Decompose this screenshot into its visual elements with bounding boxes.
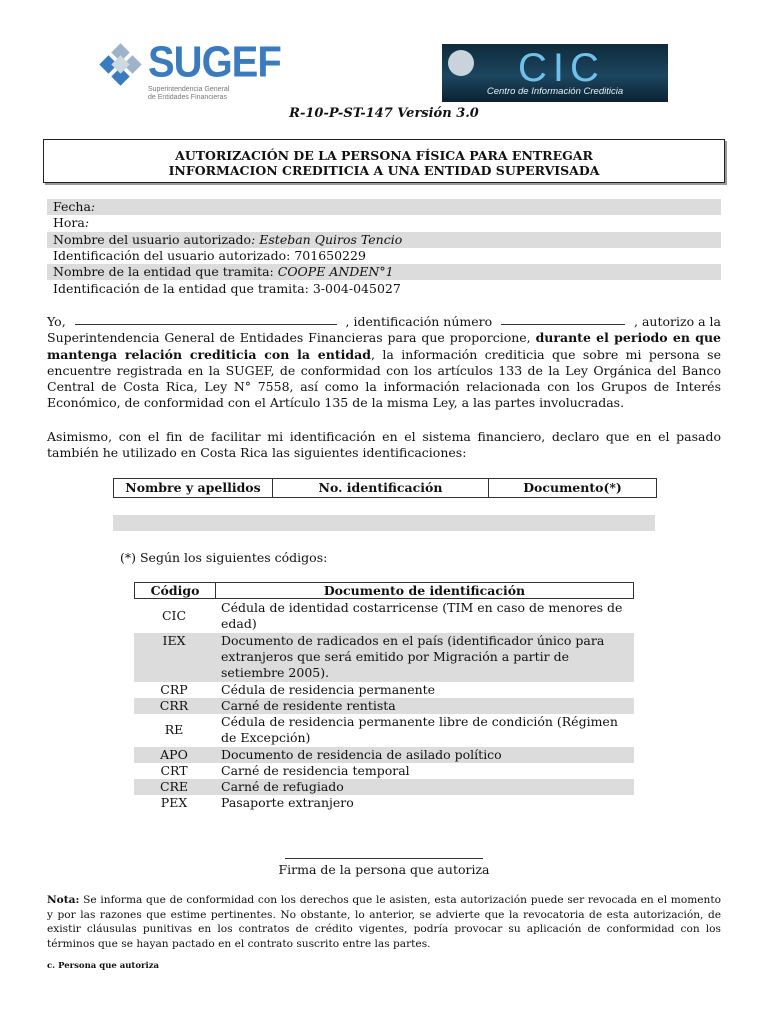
- entidad-row: [47, 264, 721, 280]
- code-cell: IEX: [162, 633, 186, 648]
- desc-cell: Pasaporte extranjero: [221, 795, 354, 810]
- entidad-value: COOPE ANDEN°1: [277, 264, 394, 279]
- nota-paragraph: [47, 893, 721, 951]
- nota-text: Se informa que de conformidad con los derechos que le asisten, esta autorización puede ser revocada en el momento y por las razones que estime pertinentes. No obstante, lo anterior, se advierte que la revocatoria de esta autorización, de existir cláusulas punitivas en los contratos de crédito vigentes, podría provocar su aplicación de conformidad con los términos que se hayan pactado en el contrato suscrito entre las partes.: [47, 894, 721, 950]
- sugef-logo-text: SUGEF: [148, 38, 281, 87]
- cic-logo-subtitle: Centro de Información Crediticia: [486, 86, 624, 97]
- sugef-subtitle-line-2: de Entidades Financieras: [148, 94, 227, 101]
- col-nombre: Nombre y apellidos: [114, 479, 273, 497]
- hora-row: [47, 215, 721, 231]
- signature-label: Firma de la persona que autoriza: [278, 862, 490, 877]
- signature-line[interactable]: [285, 858, 483, 859]
- code-row-pex: [134, 795, 634, 811]
- usuario-label: Nombre del usuario autorizado: [53, 232, 252, 247]
- code-cell: CRR: [159, 698, 189, 713]
- code-cell: CRP: [160, 682, 188, 697]
- asimismo-paragraph: Asimismo, con el fin de facilitar mi identificación en el sistema financiero, declaro que en el pasado también he utilizado en Costa Rica las siguientes identificaciones:: [47, 429, 721, 461]
- footer-note: c. Persona que autoriza: [47, 961, 160, 971]
- code-row-re: [134, 714, 634, 747]
- code-cell: CRE: [159, 779, 189, 794]
- codes-header-documento: Documento de identificación: [215, 582, 634, 599]
- col-documento: Documento(*): [523, 480, 622, 495]
- code-cell: CRT: [160, 763, 188, 778]
- desc-cell: Carné de residente rentista: [221, 698, 396, 713]
- usuario-value: : Esteban Quiros Tencio: [251, 232, 403, 247]
- col-identificacion: No. identificación: [273, 479, 489, 497]
- desc-cell: Cédula de residencia permanente libre de condición (Régimen de Excepción): [221, 714, 618, 745]
- authorization-paragraph: [47, 314, 721, 412]
- title-box: [43, 139, 725, 183]
- autorizo-label: , autorizo a la: [634, 314, 721, 329]
- desc-cell: Documento de residencia de asilado político: [221, 747, 502, 762]
- sugef-logo-subtitle: [148, 86, 229, 102]
- desc-cell: Carné de refugiado: [221, 779, 344, 794]
- codes-header-codigo: Código: [134, 582, 216, 599]
- id-entidad-row: Identificación de la entidad que tramita: 3-004-045027: [53, 281, 401, 296]
- id-number-blank-line[interactable]: [501, 314, 625, 325]
- previous-ids-empty-row[interactable]: [113, 515, 655, 531]
- fecha-label: Fecha: [53, 199, 91, 214]
- title-line-2: INFORMACION CREDITICIA A UNA ENTIDAD SUPERVISADA: [168, 163, 600, 178]
- code-row-crp: [134, 682, 634, 698]
- usuario-row: [47, 232, 721, 248]
- code-cell: RE: [164, 722, 184, 737]
- entidad-label: Nombre de la entidad que tramita:: [53, 264, 278, 279]
- desc-cell: Cédula de identidad costarricense (TIM en caso de menores de edad): [221, 600, 623, 631]
- authorization-text-2: , la información crediticia que sobre mi persona se encuentre registrada en la SUGEF, de conformidad con los artículos 133 de la Ley Orgánica del Banco Central de Costa Rica, Ley N° 7558, así como la información relacionada con los Grupos de Interés Económico, de conformidad con el Artículo 135 de la misma Ley, a las partes involucradas.: [47, 346, 721, 411]
- code-row-apo: [134, 747, 634, 763]
- code-row-crr: [134, 698, 634, 714]
- code-row-cre: [134, 779, 634, 795]
- authorization-bold-text: durante el periodo en que mantenga relación crediticia con la entidad: [47, 330, 722, 362]
- desc-cell: Documento de radicados en el país (identificador único para extranjeros que será emitido por Migración a partir de setiembre 2005).: [221, 633, 605, 680]
- authorization-body: [47, 330, 721, 411]
- document-version: R-10-P-ST-147 Versión 3.0: [289, 106, 479, 121]
- code-cell: APO: [160, 747, 188, 762]
- cic-logo: [442, 44, 668, 102]
- fecha-colon: :: [90, 199, 96, 214]
- code-row-crt: [134, 763, 634, 779]
- id-usuario-row: Identificación del usuario autorizado: 701650229: [53, 248, 366, 263]
- previous-ids-table-header: [113, 478, 657, 498]
- desc-cell: Cédula de residencia permanente: [221, 682, 436, 697]
- hora-colon: :: [84, 215, 90, 230]
- name-blank-line[interactable]: [75, 314, 337, 325]
- sugef-diamond-icon: [98, 44, 144, 90]
- nota-label: Nota:: [47, 894, 80, 906]
- cic-emblem-icon: [448, 50, 474, 76]
- authorization-text-1: Superintendencia General de Entidades Financieras para que proporcione,: [47, 330, 536, 346]
- code-row-iex: [134, 633, 634, 682]
- code-row-cic: [134, 600, 634, 633]
- sugef-logo: [98, 38, 281, 104]
- desc-cell: Carné de residencia temporal: [221, 763, 410, 778]
- cic-logo-text: CIC: [518, 46, 605, 90]
- yo-label: Yo,: [47, 314, 66, 329]
- sugef-subtitle-line-1: Superintendencia General: [148, 86, 230, 93]
- code-cell: PEX: [160, 795, 188, 810]
- fecha-row: [47, 199, 721, 215]
- title-line-1: AUTORIZACIÓN DE LA PERSONA FÍSICA PARA ENTREGAR: [175, 148, 593, 163]
- codes-intro: (*) Según los siguientes códigos:: [120, 550, 328, 565]
- hora-label: Hora: [53, 215, 85, 230]
- code-cell: CIC: [161, 608, 187, 623]
- authorization-first-line: [47, 314, 721, 330]
- identificacion-label: , identificación número: [345, 314, 493, 329]
